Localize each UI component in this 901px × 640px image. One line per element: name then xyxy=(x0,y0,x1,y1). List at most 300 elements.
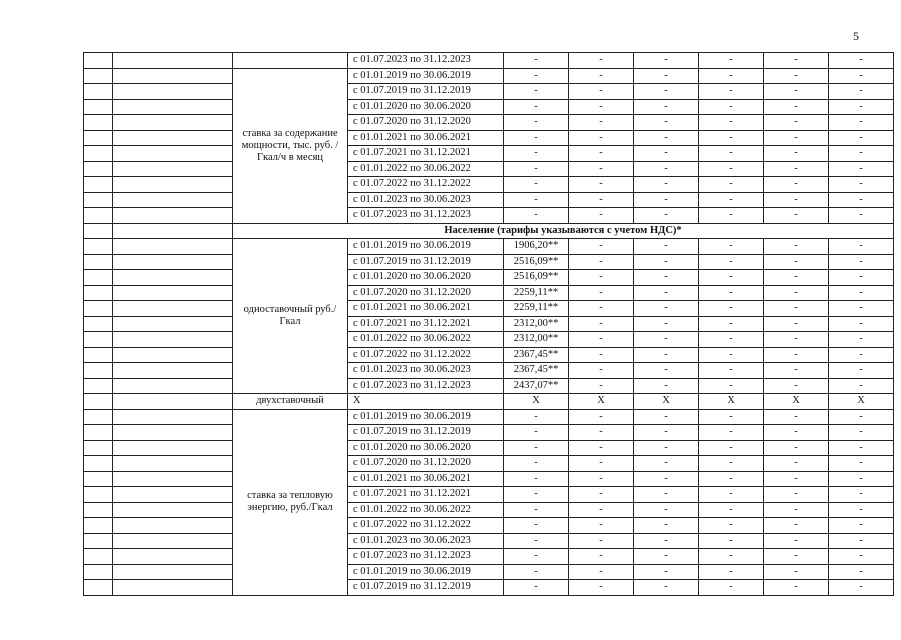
org-name-cell xyxy=(113,580,233,596)
value-cell: - xyxy=(504,177,569,193)
period-cell: с 01.07.2021 по 31.12.2021 xyxy=(348,316,504,332)
value-cell: - xyxy=(504,53,569,69)
table-row xyxy=(84,239,894,255)
value-cell: - xyxy=(504,580,569,596)
period-cell: с 01.01.2019 по 30.06.2019 xyxy=(348,239,504,255)
table-row xyxy=(84,549,894,565)
value-cell: - xyxy=(764,363,829,379)
value-cell: - xyxy=(699,347,764,363)
table-row xyxy=(84,580,894,596)
row-number-cell xyxy=(84,363,113,379)
value-cell: - xyxy=(829,270,894,286)
org-name-cell xyxy=(113,564,233,580)
org-name-cell xyxy=(113,471,233,487)
value-cell: - xyxy=(569,161,634,177)
period-cell: с 01.01.2023 по 30.06.2023 xyxy=(348,192,504,208)
row-number-cell xyxy=(84,487,113,503)
org-name-cell xyxy=(113,239,233,255)
value-cell: X xyxy=(634,394,699,410)
value-cell: - xyxy=(569,409,634,425)
period-cell: с 01.07.2021 по 31.12.2021 xyxy=(348,487,504,503)
value-cell: - xyxy=(829,161,894,177)
page-number: 5 xyxy=(853,29,859,43)
org-name-cell xyxy=(113,208,233,224)
table-row xyxy=(84,394,894,410)
org-name-cell xyxy=(113,316,233,332)
org-name-cell xyxy=(113,332,233,348)
value-cell: - xyxy=(569,301,634,317)
value-cell: X xyxy=(569,394,634,410)
value-cell: - xyxy=(829,347,894,363)
value-cell: - xyxy=(699,177,764,193)
value-cell: - xyxy=(699,146,764,162)
value-cell: - xyxy=(764,564,829,580)
row-number-cell xyxy=(84,208,113,224)
org-name-cell xyxy=(113,53,233,69)
value-cell: - xyxy=(829,146,894,162)
value-cell: - xyxy=(569,316,634,332)
value-cell: - xyxy=(699,456,764,472)
row-number-cell xyxy=(84,502,113,518)
table-row xyxy=(84,99,894,115)
value-cell: - xyxy=(699,440,764,456)
row-number-cell xyxy=(84,409,113,425)
value-cell: - xyxy=(504,549,569,565)
row-number-cell xyxy=(84,192,113,208)
value-cell: - xyxy=(829,378,894,394)
row-number-cell xyxy=(84,161,113,177)
table-row xyxy=(84,53,894,69)
value-cell: - xyxy=(634,68,699,84)
value-cell: - xyxy=(569,332,634,348)
value-cell: - xyxy=(699,192,764,208)
table-row xyxy=(84,518,894,534)
row-number-cell xyxy=(84,316,113,332)
value-cell: - xyxy=(569,254,634,270)
value-cell: - xyxy=(634,316,699,332)
section-header: Население (тарифы указываются с учетом НДС)* xyxy=(233,223,894,239)
period-cell: с 01.01.2021 по 30.06.2021 xyxy=(348,130,504,146)
value-cell: - xyxy=(634,146,699,162)
value-cell: - xyxy=(634,208,699,224)
value-cell: - xyxy=(504,564,569,580)
table-row xyxy=(84,177,894,193)
value-cell: - xyxy=(764,177,829,193)
value-cell: - xyxy=(634,177,699,193)
value-cell: - xyxy=(634,518,699,534)
row-number-cell xyxy=(84,347,113,363)
value-cell: - xyxy=(504,161,569,177)
value-cell: - xyxy=(569,84,634,100)
period-cell: с 01.01.2020 по 30.06.2020 xyxy=(348,270,504,286)
table-row xyxy=(84,84,894,100)
value-cell: - xyxy=(829,285,894,301)
value-cell: - xyxy=(829,440,894,456)
value-cell: - xyxy=(699,84,764,100)
value-cell: - xyxy=(504,208,569,224)
value-cell: - xyxy=(764,502,829,518)
value-cell: - xyxy=(764,409,829,425)
row-number-cell xyxy=(84,440,113,456)
value-cell: - xyxy=(764,99,829,115)
value-cell: - xyxy=(829,533,894,549)
table-row xyxy=(84,270,894,286)
table-row xyxy=(84,161,894,177)
value-cell: - xyxy=(829,456,894,472)
value-cell: - xyxy=(634,270,699,286)
row-number-cell xyxy=(84,332,113,348)
value-cell: - xyxy=(829,192,894,208)
value-cell: - xyxy=(634,99,699,115)
value-cell: - xyxy=(829,208,894,224)
org-name-cell xyxy=(113,84,233,100)
table-row xyxy=(84,301,894,317)
value-cell: - xyxy=(829,549,894,565)
value-cell: - xyxy=(569,285,634,301)
value-cell: - xyxy=(634,285,699,301)
org-name-cell xyxy=(113,254,233,270)
value-cell: - xyxy=(699,161,764,177)
row-number-cell xyxy=(84,130,113,146)
row-number-cell xyxy=(84,99,113,115)
row-number-cell xyxy=(84,518,113,534)
value-cell: - xyxy=(634,53,699,69)
value-cell: - xyxy=(764,161,829,177)
table-row xyxy=(84,487,894,503)
value-cell: - xyxy=(569,68,634,84)
value-cell: - xyxy=(634,471,699,487)
value-cell: - xyxy=(829,487,894,503)
row-number-cell xyxy=(84,533,113,549)
value-cell: - xyxy=(699,68,764,84)
value-cell: - xyxy=(764,68,829,84)
period-cell: с 01.07.2023 по 31.12.2023 xyxy=(348,53,504,69)
value-cell: - xyxy=(569,580,634,596)
value-cell: - xyxy=(764,84,829,100)
org-name-cell xyxy=(113,502,233,518)
table-row xyxy=(84,363,894,379)
period-cell: с 01.01.2023 по 30.06.2023 xyxy=(348,533,504,549)
value-cell: - xyxy=(504,409,569,425)
org-name-cell xyxy=(113,409,233,425)
value-cell: - xyxy=(634,487,699,503)
value-cell: - xyxy=(504,130,569,146)
value-cell: - xyxy=(699,115,764,131)
tariff-table xyxy=(83,52,894,596)
value-cell: - xyxy=(504,68,569,84)
value-cell: - xyxy=(634,533,699,549)
value-cell: - xyxy=(634,409,699,425)
table-row xyxy=(84,146,894,162)
period-cell: с 01.07.2019 по 31.12.2019 xyxy=(348,254,504,270)
row-number-cell xyxy=(84,84,113,100)
value-cell: - xyxy=(829,332,894,348)
row-number-cell xyxy=(84,549,113,565)
row-number-cell xyxy=(84,68,113,84)
value-cell: - xyxy=(634,130,699,146)
value-cell: 2312,00** xyxy=(504,316,569,332)
row-number-cell xyxy=(84,394,113,410)
period-cell: с 01.01.2021 по 30.06.2021 xyxy=(348,471,504,487)
row-number-cell xyxy=(84,53,113,69)
org-name-cell xyxy=(113,161,233,177)
org-name-cell xyxy=(113,549,233,565)
value-cell: - xyxy=(634,347,699,363)
tariff-type-cell: ставка за содержание мощности, тыс. руб. /Гкал/ч в месяц xyxy=(233,68,348,223)
org-name-cell xyxy=(113,425,233,441)
value-cell: - xyxy=(569,130,634,146)
value-cell: - xyxy=(699,316,764,332)
org-name-cell xyxy=(113,192,233,208)
value-cell: - xyxy=(569,564,634,580)
row-number-cell xyxy=(84,115,113,131)
value-cell: X xyxy=(764,394,829,410)
value-cell: 2367,45** xyxy=(504,363,569,379)
value-cell: - xyxy=(634,456,699,472)
value-cell: - xyxy=(634,161,699,177)
value-cell: - xyxy=(699,99,764,115)
value-cell: - xyxy=(699,564,764,580)
value-cell: - xyxy=(699,285,764,301)
value-cell: - xyxy=(699,363,764,379)
value-cell: - xyxy=(829,177,894,193)
row-number-cell xyxy=(84,254,113,270)
row-number-cell xyxy=(84,425,113,441)
value-cell: - xyxy=(699,502,764,518)
value-cell: - xyxy=(764,332,829,348)
value-cell: - xyxy=(764,533,829,549)
period-cell: с 01.01.2023 по 30.06.2023 xyxy=(348,363,504,379)
value-cell: - xyxy=(699,518,764,534)
org-name-cell xyxy=(113,115,233,131)
value-cell: - xyxy=(634,115,699,131)
value-cell: - xyxy=(569,456,634,472)
period-cell: с 01.01.2022 по 30.06.2022 xyxy=(348,332,504,348)
value-cell: - xyxy=(764,285,829,301)
value-cell: - xyxy=(764,254,829,270)
org-name-cell xyxy=(113,533,233,549)
value-cell: - xyxy=(634,301,699,317)
value-cell: - xyxy=(634,425,699,441)
period-cell: с 01.07.2019 по 31.12.2019 xyxy=(348,425,504,441)
value-cell: - xyxy=(569,347,634,363)
value-cell: - xyxy=(504,84,569,100)
value-cell: - xyxy=(699,332,764,348)
value-cell: - xyxy=(634,84,699,100)
value-cell: - xyxy=(764,192,829,208)
org-name-cell xyxy=(113,347,233,363)
org-name-cell xyxy=(113,285,233,301)
value-cell: - xyxy=(764,270,829,286)
table-row xyxy=(84,409,894,425)
value-cell: - xyxy=(829,239,894,255)
value-cell: 1906,20** xyxy=(504,239,569,255)
value-cell: 2437,07** xyxy=(504,378,569,394)
value-cell: - xyxy=(764,316,829,332)
value-cell: - xyxy=(699,471,764,487)
value-cell: - xyxy=(699,580,764,596)
value-cell: - xyxy=(764,347,829,363)
tariff-type-cell: одноставочный руб./Гкал xyxy=(233,239,348,394)
value-cell: - xyxy=(569,533,634,549)
org-name-cell xyxy=(113,270,233,286)
value-cell: - xyxy=(634,440,699,456)
org-name-cell xyxy=(113,130,233,146)
row-number-cell xyxy=(84,580,113,596)
period-cell: с 01.07.2023 по 31.12.2023 xyxy=(348,378,504,394)
value-cell: - xyxy=(569,177,634,193)
org-name-cell xyxy=(113,177,233,193)
value-cell: - xyxy=(504,502,569,518)
value-cell: - xyxy=(699,301,764,317)
table-row xyxy=(84,425,894,441)
period-cell: с 01.01.2021 по 30.06.2021 xyxy=(348,301,504,317)
table-row xyxy=(84,130,894,146)
value-cell: - xyxy=(829,84,894,100)
table-row xyxy=(84,471,894,487)
period-cell: с 01.01.2022 по 30.06.2022 xyxy=(348,161,504,177)
org-name-cell xyxy=(113,223,233,239)
table-row xyxy=(84,192,894,208)
row-number-cell xyxy=(84,177,113,193)
value-cell: X xyxy=(829,394,894,410)
period-cell: с 01.07.2021 по 31.12.2021 xyxy=(348,146,504,162)
value-cell: - xyxy=(569,146,634,162)
value-cell: - xyxy=(569,99,634,115)
table-row xyxy=(84,502,894,518)
org-name-cell xyxy=(113,518,233,534)
table-row xyxy=(84,68,894,84)
table-row xyxy=(84,440,894,456)
value-cell: - xyxy=(569,502,634,518)
period-cell: с 01.01.2022 по 30.06.2022 xyxy=(348,502,504,518)
value-cell: - xyxy=(569,270,634,286)
org-name-cell xyxy=(113,487,233,503)
value-cell: - xyxy=(764,487,829,503)
value-cell: - xyxy=(764,239,829,255)
org-name-cell xyxy=(113,146,233,162)
value-cell: - xyxy=(569,192,634,208)
period-cell: с 01.07.2022 по 31.12.2022 xyxy=(348,518,504,534)
row-number-cell xyxy=(84,456,113,472)
value-cell: - xyxy=(569,440,634,456)
period-cell: с 01.01.2020 по 30.06.2020 xyxy=(348,440,504,456)
value-cell: - xyxy=(504,533,569,549)
value-cell: - xyxy=(829,409,894,425)
period-cell: с 01.01.2019 по 30.06.2019 xyxy=(348,564,504,580)
value-cell: - xyxy=(569,115,634,131)
value-cell: - xyxy=(634,363,699,379)
value-cell: - xyxy=(504,456,569,472)
period-cell: с 01.07.2019 по 31.12.2019 xyxy=(348,84,504,100)
value-cell: - xyxy=(764,425,829,441)
table-row xyxy=(84,316,894,332)
value-cell: - xyxy=(569,518,634,534)
value-cell: - xyxy=(699,533,764,549)
value-cell: - xyxy=(699,270,764,286)
row-number-cell xyxy=(84,270,113,286)
period-cell: с 01.01.2019 по 30.06.2019 xyxy=(348,68,504,84)
value-cell: - xyxy=(764,301,829,317)
value-cell: - xyxy=(569,471,634,487)
value-cell: - xyxy=(699,487,764,503)
value-cell: 2516,09** xyxy=(504,270,569,286)
value-cell: - xyxy=(504,99,569,115)
value-cell: - xyxy=(634,192,699,208)
value-cell: - xyxy=(829,68,894,84)
period-cell: с 01.01.2019 по 30.06.2019 xyxy=(348,409,504,425)
value-cell: - xyxy=(829,471,894,487)
table-row xyxy=(84,347,894,363)
value-cell: - xyxy=(764,130,829,146)
table-row xyxy=(84,533,894,549)
value-cell: - xyxy=(699,53,764,69)
value-cell: - xyxy=(699,208,764,224)
value-cell: - xyxy=(569,208,634,224)
value-cell: - xyxy=(829,580,894,596)
period-cell: с 01.07.2023 по 31.12.2023 xyxy=(348,549,504,565)
org-name-cell xyxy=(113,363,233,379)
value-cell: - xyxy=(699,130,764,146)
value-cell: - xyxy=(764,208,829,224)
value-cell: - xyxy=(764,456,829,472)
table-row xyxy=(84,564,894,580)
value-cell: - xyxy=(504,115,569,131)
value-cell: - xyxy=(634,549,699,565)
value-cell: - xyxy=(699,378,764,394)
row-number-cell xyxy=(84,564,113,580)
value-cell: - xyxy=(569,239,634,255)
value-cell: 2312,00** xyxy=(504,332,569,348)
value-cell: - xyxy=(764,440,829,456)
value-cell: - xyxy=(634,502,699,518)
row-number-cell xyxy=(84,301,113,317)
value-cell: - xyxy=(829,99,894,115)
value-cell: - xyxy=(504,487,569,503)
value-cell: - xyxy=(764,580,829,596)
value-cell: - xyxy=(699,425,764,441)
value-cell: - xyxy=(764,53,829,69)
value-cell: 2516,09** xyxy=(504,254,569,270)
value-cell: - xyxy=(829,53,894,69)
value-cell: X xyxy=(348,394,504,410)
value-cell: - xyxy=(504,425,569,441)
tariff-type-cell xyxy=(233,53,348,69)
period-cell: с 01.07.2019 по 31.12.2019 xyxy=(348,580,504,596)
value-cell: - xyxy=(764,549,829,565)
row-number-cell xyxy=(84,223,113,239)
table-row xyxy=(84,378,894,394)
section-header-row xyxy=(84,223,894,239)
value-cell: - xyxy=(699,239,764,255)
table-row xyxy=(84,115,894,131)
value-cell: - xyxy=(829,115,894,131)
value-cell: 2259,11** xyxy=(504,285,569,301)
value-cell: - xyxy=(634,239,699,255)
value-cell: - xyxy=(504,192,569,208)
value-cell: - xyxy=(699,409,764,425)
period-cell: с 01.07.2020 по 31.12.2020 xyxy=(348,115,504,131)
value-cell: - xyxy=(829,564,894,580)
row-number-cell xyxy=(84,285,113,301)
value-cell: X xyxy=(699,394,764,410)
row-number-cell xyxy=(84,239,113,255)
period-cell: с 01.07.2022 по 31.12.2022 xyxy=(348,347,504,363)
value-cell: - xyxy=(829,502,894,518)
tariff-type-cell: двухставочный xyxy=(233,394,348,410)
value-cell: - xyxy=(764,518,829,534)
value-cell: - xyxy=(569,549,634,565)
